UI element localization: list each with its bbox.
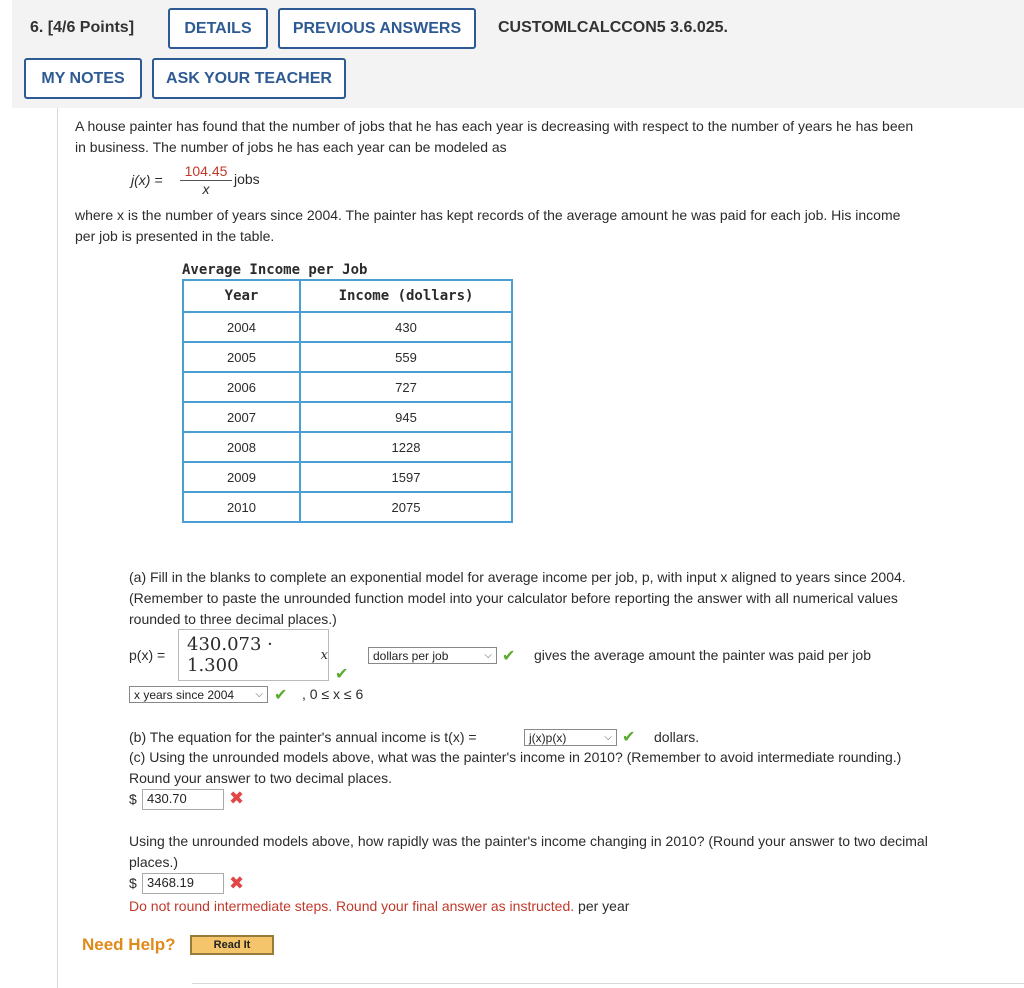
content-left-border [57, 108, 58, 988]
j-function-label: j(x) = [131, 172, 163, 188]
need-help-label: Need Help? [82, 935, 176, 954]
table-row [183, 462, 512, 492]
part-d-line-1: Using the unrounded models above, how rapidly was the painter's income changing in 2010? (Round your answer to two decimal [129, 833, 928, 849]
input-select[interactable] [129, 686, 268, 703]
part-b-unit: dollars. [654, 729, 700, 745]
income-cell: 2075 [300, 492, 512, 522]
part-a-line-3: rounded to three decimal places.) [129, 611, 337, 627]
table-caption: Average Income per Job [182, 262, 368, 278]
income-cell: 945 [300, 402, 512, 432]
part-a-line-1: (a) Fill in the blanks to complete an exponential model for average income per job, p, with input x aligned to years since 2004. [129, 569, 906, 585]
income-cell: 430 [300, 312, 512, 342]
year-cell: 2007 [183, 402, 300, 432]
table-row [183, 342, 512, 372]
rate-2010-input[interactable]: 3468.19 [142, 873, 224, 894]
table-header-year: Year [183, 280, 300, 312]
checkmark-icon: ✔ [274, 687, 288, 704]
p-answer-input[interactable] [178, 629, 329, 681]
checkmark-icon: ✔ [502, 648, 516, 665]
checkmark-icon: ✔ [335, 666, 349, 683]
currency-symbol: $ [129, 875, 137, 891]
input-select-value: x years since 2004 [134, 687, 235, 702]
part-a-tail-text: gives the average amount the painter was paid per job [534, 647, 871, 663]
checkmark-icon: ✔ [622, 729, 636, 746]
chevron-down-icon: ⌵ [255, 689, 263, 700]
income-cell: 727 [300, 372, 512, 402]
year-cell: 2010 [183, 492, 300, 522]
income-table [182, 279, 513, 523]
table-row [183, 492, 512, 522]
where-line-1: where x is the number of years since 2004. The painter has kept records of the average amount he was paid for each job. His income [75, 207, 901, 223]
question-number: 6. [4/6 Points] [30, 19, 135, 36]
j-fraction [180, 163, 232, 197]
domain-text: , 0 ≤ x ≤ 6 [302, 686, 364, 702]
table-row [183, 432, 512, 462]
year-cell: 2009 [183, 462, 300, 492]
part-c-line-2: Round your answer to two decimal places. [129, 770, 393, 786]
chevron-down-icon: ⌵ [604, 732, 612, 743]
year-cell: 2006 [183, 372, 300, 402]
income-cell: 1597 [300, 462, 512, 492]
table-header-income: Income (dollars) [300, 280, 512, 312]
table-row [183, 402, 512, 432]
income-2010-input[interactable]: 430.70 [142, 789, 224, 810]
chevron-down-icon: ⌵ [484, 650, 492, 661]
part-a-line-2: (Remember to paste the unrounded function model into your calculator before reporting the answer with all numerical values [129, 590, 898, 606]
table-row [183, 372, 512, 402]
income-cell: 559 [300, 342, 512, 372]
part-d-feedback-line [129, 896, 629, 917]
unit-select[interactable] [368, 647, 497, 664]
part-d-line-2: places.) [129, 854, 179, 870]
intro-line-2: in business. The number of jobs he has each year can be modeled as [75, 139, 507, 155]
unit-select-value: dollars per job [373, 648, 449, 663]
part-d-unit: per year [578, 898, 630, 914]
incorrect-icon: ✖ [229, 873, 245, 893]
t-function-select[interactable] [524, 729, 617, 746]
part-c-line-1: (c) Using the unrounded models above, what was the painter's income in 2010? (Remember to avoid intermediate rounding.) [129, 749, 902, 765]
j-unit: jobs [234, 171, 260, 187]
table-row [183, 312, 512, 342]
income-cell: 1228 [300, 432, 512, 462]
j-denominator: x [202, 181, 210, 197]
p-answer-value: 430.073 · 1.300 [187, 634, 273, 676]
question-code: CUSTOMLCALCCON5 3.6.025. [498, 19, 728, 36]
incorrect-icon: ✖ [229, 788, 245, 808]
year-cell: 2005 [183, 342, 300, 372]
where-line-2: per job is presented in the table. [75, 228, 275, 244]
j-numerator: 104.45 [180, 163, 232, 181]
part-b-text: (b) The equation for the painter's annual income is t(x) = [129, 729, 477, 745]
read-it-button[interactable]: Read It [190, 935, 274, 955]
feedback-message: Do not round intermediate steps. Round your final answer as instructed. [129, 898, 575, 914]
previous-answers-button[interactable]: PREVIOUS ANSWERS [278, 8, 476, 49]
year-cell: 2004 [183, 312, 300, 342]
year-cell: 2008 [183, 432, 300, 462]
intro-line-1: A house painter has found that the number of jobs that he has each year is decreasing with respect to the number of years he has been [75, 118, 914, 134]
content-bottom-border [192, 983, 1024, 984]
ask-teacher-button[interactable]: ASK YOUR TEACHER [152, 58, 346, 99]
my-notes-button[interactable]: MY NOTES [24, 58, 142, 99]
p-answer-exponent: x [320, 647, 328, 663]
t-function-select-value: j(x)p(x) [529, 730, 567, 745]
currency-symbol: $ [129, 791, 137, 807]
p-function-label: p(x) = [129, 647, 166, 663]
details-button[interactable]: DETAILS [168, 8, 268, 49]
